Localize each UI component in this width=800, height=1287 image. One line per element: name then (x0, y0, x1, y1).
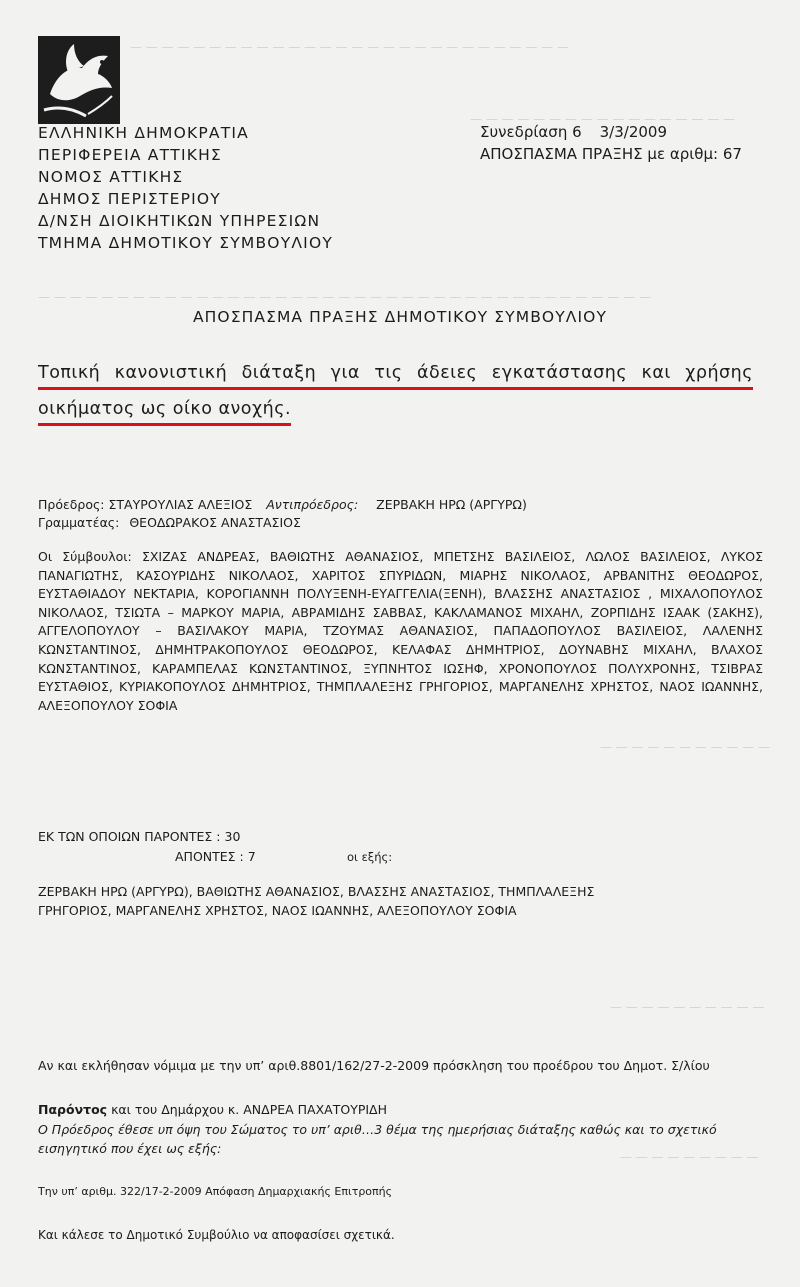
extract-label: ΑΠΟΣΠΑΣΜΑ ΠΡΑΞΗΣ με αριθμ: (480, 145, 719, 163)
members-paragraph (38, 548, 763, 715)
session-label: Συνεδρίαση 6 (480, 123, 582, 141)
as-follows-label: οι εξής: (347, 850, 393, 864)
header-line: ΠΕΡΙΦΕΡΕΙΑ ΑΤΤΙΚΗΣ (38, 146, 222, 164)
dove-icon (38, 36, 120, 124)
present-label: ΕΚ ΤΩΝ ΟΠΟΙΩΝ ΠΑΡΟΝΤΕΣ : (38, 829, 221, 844)
absent-names: ΖΕΡΒΑΚΗ ΗΡΩ (ΑΡΓΥΡΩ), ΒΑΘΙΩΤΗΣ ΑΘΑΝΑΣΙΟΣ, ΒΛΑΣΣΗΣ ΑΝΑΣΤΑΣΙΟΣ, ΤΗΜΠΛΑΛΕΞΗΣ ΓΡΗΓΟΡΙΟΣ, ΜΑΡΓΑΝΕΛΗΣ ΧΡΗΣΤΟΣ, ΝΑΟΣ ΙΩΑΝΝΗΣ, ΑΛΕΞΟΠΟΥΛΟΥ ΣΟΦΙΑ (38, 884, 595, 918)
secretary-row (38, 515, 301, 530)
session-info (480, 121, 742, 165)
absent-row (175, 849, 256, 864)
present-row (38, 829, 240, 844)
topic-text: Ο Πρόεδρος έθεσε υπ όψη του Σώματος το υπ’ αριθ…3 θέμα της ημερήσιας διάταξης καθώς και το σχετικό εισηγητικό που έχει ως εξής: (38, 1122, 717, 1156)
header-line: Δ/ΝΣΗ ΔΙΟΙΚΗΤΙΚΩΝ ΥΠΗΡΕΣΙΩΝ (38, 212, 321, 230)
present-count: 30 (224, 829, 241, 844)
extract-number: 67 (722, 145, 742, 163)
issuer-header (38, 122, 333, 254)
secretary-label: Γραμματέας: (38, 515, 120, 530)
absent-count: 7 (247, 849, 256, 864)
header-line: ΝΟΜΟΣ ΑΤΤΙΚΗΣ (38, 168, 184, 186)
header-line: ΤΜΗΜΑ ΔΗΜΟΤΙΚΟΥ ΣΥΜΒΟΥΛΙΟΥ (38, 234, 334, 252)
secretary-name: ΘΕΟΔΩΡΑΚΟΣ ΑΝΑΣΤΑΣΙΟΣ (129, 515, 301, 530)
absent-label: ΑΠΟΝΤΕΣ : (175, 849, 244, 864)
mayor-bold: Παρόντος (38, 1102, 108, 1117)
members-list: ΣΧΙΖΑΣ ΑΝΔΡΕΑΣ, ΒΑΘΙΩΤΗΣ ΑΘΑΝΑΣΙΟΣ, ΜΠΕΤΣΗΣ ΒΑΣΙΛΕΙΟΣ, ΛΩΛΟΣ ΒΑΣΙΛΕΙΟΣ, ΛΥΚΟΣ ΠΑΝΑΓΙΩΤΗΣ, ΚΑΣΟΥΡΙΔΗΣ ΝΙΚΟΛΑΟΣ, ΧΑΡΙΤΟΣ ΣΠΥΡΙΔΩΝ, ΜΙΑΡΗΣ ΝΙΚΟΛΑΟΣ, ΑΡΒΑΝΙΤΗΣ ΘΕΟΔΩΡΟΣ, ΕΥΣΤΑΘΙΑΔΟΥ ΝΕΚΤΑΡΙΑ, ΚΟΡΟΓΙΑΝΝΗ ΠΟΛΥΞΕΝΗ-ΕΥΑΓΓΕΛΙΑ(ΞΕΝΗ), ΒΛΑΣΣΗΣ ΑΝΑΣΤΑΣΙΟΣ , ΜΙΧΑΛΟΠΟΥΛΟΣ ΝΙΚΟΛΑΟΣ, ΤΣΙΩΤΑ – ΜΑΡΚΟΥ ΜΑΡΙΑ, ΑΒΡΑΜΙΔΗΣ ΣΑΒΒΑΣ, ΚΑΚΛΑΜΑΝΟΣ ΜΙΧΑΗΛ, ΖΟΡΠΙΔΗΣ ΙΣΑΑΚ (ΣΑΚΗΣ), ΑΓΓΕΛΟΠΟΥΛΟΥ – ΒΑΣΙΛΑΚΟΥ ΜΑΡΙΑ, ΤΖΟΥΜΑΣ ΑΘΑΝΑΣΙΟΣ, ΠΑΠΑΔΟΠΟΥΛΟΣ ΒΑΣΙΛΕΙΟΣ, ΛΑΛΕΝΗΣ ΚΩΝΣΤΑΝΤΙΝΟΣ, ΔΗΜΗΤΡΑΚΟΠΟΥΛΟΣ ΘΕΟΔΩΡΟΣ, ΚΕΛΑΦΑΣ ΔΗΜΗΤΡΙΟΣ, ΔΟΥΝΑΒΗΣ ΜΙΧΑΗΛ, ΒΛΑΧΟΣ ΚΩΝΣΤΑΝΤΙΝΟΣ, ΚΑΡΑΜΠΕΛΑΣ ΚΩΝΣΤΑΝΤΙΝΟΣ, ΞΥΠΝΗΤΟΣ ΙΩΣΗΦ, ΧΡΟΝΟΠΟΥΛΟΣ ΠΟΛΥΧΡΟΝΗΣ, ΤΣΙΒΡΑΣ ΕΥΣΤΑΘΙΟΣ, ΚΥΡΙΑΚΟΠΟΥΛΟΣ ΔΗΜΗΤΡΙΟΣ, ΤΗΜΠΛΑΛΕΞΗΣ ΓΡΗΓΟΡΙΟΣ, ΜΑΡΓΑΝΕΛΗΣ ΧΡΗΣΤΟΣ, ΝΑΟΣ ΙΩΑΝΝΗΣ, ΑΛΕΞΟΠΟΥΛΟΥ ΣΟΦΙΑ (38, 549, 763, 713)
vice-label: Αντιπρόεδρος: (266, 497, 359, 512)
president-name: ΣΤΑΥΡΟΥΛΙΑΣ ΑΛΕΞΙΟΣ (108, 497, 253, 512)
invitation-text: Αν και εκλήθησαν νόμιμα με την υπ’ αριθ.8801/162/27-2-2009 πρόσκληση του προέδρου του Δημοτ. Σ/λίου (38, 1058, 710, 1073)
mayor-row (38, 1102, 387, 1117)
vice-name: ΖΕΡΒΑΚΗ ΗΡΩ (ΑΡΓΥΡΩ) (376, 497, 527, 512)
members-label: Οι Σύμβουλοι: (38, 549, 132, 564)
subject-line-1: Τοπική κανονιστική διάταξη για τις άδειες εγκατάστασης και χρήσης (38, 360, 753, 390)
decision-reference: Την υπ’ αριθμ. 322/17-2-2009 Απόφαση Δημαρχιακής Επιτροπής (38, 1185, 393, 1198)
president-label: Πρόεδρος: (38, 497, 105, 512)
subject-block (38, 360, 753, 426)
document-page: — — — — — — — — — — — — — — — — — — — — — — — — — — — — — — — — — — — — — — — — — — — — — — — — — — — — — — — — — — — — — — — — — — — — — — — — — — — — — — — — — — — — — — — — — — — — — — — — — — — — — — — — — — — — — — — — — — ΕΛΛΗΝΙΚΗ ΔΗΜΟΚΡΑΤΙΑ ΠΕΡΙΦΕΡΕΙΑ ΑΤΤΙΚΗΣ ΝΟΜΟΣ ΑΤΤΙΚΗΣ ΔΗΜΟΣ ΠΕΡΙΣΤΕΡΙΟΥ Δ/ΝΣΗ ΔΙΟΙΚΗΤΙΚΩΝ ΥΠΗΡΕΣΙΩΝ ΤΜΗΜΑ ΔΗΜΟΤΙΚΟΥ ΣΥΜΒΟΥΛΙΟΥ Συνεδρίαση 6 3/3/2009 ΑΠΟΣΠΑΣΜΑ ΠΡΑΞΗΣ με αριθμ: 67 ΑΠΟΣΠΑΣΜΑ ΠΡΑΞΗΣ ΔΗΜΟΤΙΚΟΥ ΣΥΜΒΟΥΛΙΟΥ Τοπική κανονιστική διάταξη για τις άδειες εγκατάστασης και χρήσης οικήματος ως οίκο ανοχής. Πρόεδρος: ΣΤΑΥΡΟΥΛΙΑΣ ΑΛΕΞΙΟΣ Αντιπρόεδρος: ΖΕΡΒΑΚΗ ΗΡΩ (ΑΡΓΥΡΩ) Γραμματέας: ΘΕΟΔΩΡΑΚΟΣ ΑΝΑΣΤΑΣΙΟΣ Οι Σύμβουλοι: ΣΧΙΖΑΣ ΑΝΔΡΕΑΣ, ΒΑΘΙΩΤΗΣ ΑΘΑΝΑΣΙΟΣ, ΜΠΕΤΣΗΣ ΒΑΣΙΛΕΙΟΣ, ΛΩΛΟΣ ΒΑΣΙΛΕΙΟΣ, ΛΥΚΟΣ ΠΑΝΑΓΙΩΤΗΣ, ΚΑΣΟΥΡΙΔΗΣ ΝΙΚΟΛΑΟΣ, ΧΑΡΙΤΟΣ ΣΠΥΡΙΔΩΝ, ΜΙΑΡΗΣ ΝΙΚΟΛΑΟΣ, ΑΡΒΑΝΙΤΗΣ ΘΕΟΔΩΡΟΣ, ΕΥΣΤΑΘΙΑΔΟΥ ΝΕΚΤΑΡΙΑ, ΚΟΡΟΓΙΑΝΝΗ ΠΟΛΥΞΕΝΗ-ΕΥΑΓΓΕΛΙΑ(ΞΕΝΗ), ΒΛΑΣΣΗΣ ΑΝΑΣΤΑΣΙΟΣ , ΜΙΧΑΛΟΠΟΥΛΟΣ ΝΙΚΟΛΑΟΣ, ΤΣΙΩΤΑ – ΜΑΡΚΟΥ ΜΑΡΙΑ, ΑΒΡΑΜΙΔΗΣ ΣΑΒΒΑΣ, ΚΑΚΛΑΜΑΝΟΣ ΜΙΧΑΗΛ, ΖΟΡΠΙΔΗΣ ΙΣΑΑΚ (ΣΑΚΗΣ), ΑΓΓΕΛΟΠΟΥΛΟΥ – ΒΑΣΙΛΑΚΟΥ ΜΑΡΙΑ, ΤΖΟΥΜΑΣ ΑΘΑΝΑΣΙΟΣ, ΠΑΠΑΔΟΠΟΥΛΟΣ ΒΑΣΙΛΕΙΟΣ, ΛΑΛΕΝΗΣ ΚΩΝΣΤΑΝΤΙΝΟΣ, ΔΗΜΗΤΡΑΚΟΠΟΥΛΟΣ ΘΕΟΔΩΡΟΣ, ΚΕΛΑΦΑΣ ΔΗΜΗΤΡΙΟΣ, ΔΟΥΝΑΒΗΣ ΜΙΧΑΗΛ, ΒΛΑΧΟΣ ΚΩΝΣΤΑΝΤΙΝΟΣ, ΚΑΡΑΜΠΕΛΑΣ ΚΩΝΣΤΑΝΤΙΝΟΣ, ΞΥΠΝΗΤΟΣ ΙΩΣΗΦ, ΧΡΟΝΟΠΟΥΛΟΣ ΠΟΛΥΧΡΟΝΗΣ, ΤΣΙΒΡΑΣ ΕΥΣΤΑΘΙΟΣ, ΚΥΡΙΑΚΟΠΟΥΛΟΣ ΔΗΜΗΤΡΙΟΣ, ΤΗΜΠΛΑΛΕΞΗΣ ΓΡΗΓΟΡΙΟΣ, ΜΑΡΓΑΝΕΛΗΣ ΧΡΗΣΤΟΣ, ΝΑΟΣ ΙΩΑΝΝΗΣ, ΑΛΕΞΟΠΟΥΛΟΥ ΣΟΦΙΑ ΕΚ ΤΩΝ ΟΠΟΙΩΝ ΠΑΡΟΝΤΕΣ : 30 ΑΠΟΝΤΕΣ : 7 οι εξής: ΖΕΡΒΑΚΗ ΗΡΩ (ΑΡΓΥΡΩ), ΒΑΘΙΩΤΗΣ ΑΘΑΝΑΣΙΟΣ, ΒΛΑΣΣΗΣ ΑΝΑΣΤΑΣΙΟΣ, ΤΗΜΠΛΑΛΕΞΗΣ ΓΡΗΓΟΡΙΟΣ, ΜΑΡΓΑΝΕΛΗΣ ΧΡΗΣΤΟΣ, ΝΑΟΣ ΙΩΑΝΝΗΣ, ΑΛΕΞΟΠΟΥΛΟΥ ΣΟΦΙΑ Αν και εκλήθησαν νόμιμα με την υπ’ αριθ.8801/162/27-2-2009 πρόσκληση του προέδρου του Δημοτ. Σ/λίου Παρόντος και του Δημάρχου κ. ΑΝΔΡΕΑ ΠΑΧΑΤΟΥΡΙΔΗ Ο Πρόεδρος έθεσε υπ όψη του Σώματος το υπ’ αριθ…3 θέμα της ημερήσιας διάταξης καθώς και το σχετικό εισηγητικό που έχει ως εξής: Την υπ’ αριθμ. 322/17-2-2009 Απόφαση Δημαρχιακής Επιτροπής Και κάλεσε το Δημοτικό Συμβούλιο να αποφασίσει σχετικά. (0, 0, 800, 1287)
officers-row (38, 497, 527, 512)
dove-emblem-logo (38, 36, 120, 124)
closing-call: Και κάλεσε το Δημοτικό Συμβούλιο να αποφασίσει σχετικά. (38, 1228, 395, 1242)
session-date: 3/3/2009 (599, 123, 668, 141)
header-line: ΕΛΛΗΝΙΚΗ ΔΗΜΟΚΡΑΤΙΑ (38, 124, 249, 142)
document-title: ΑΠΟΣΠΑΣΜΑ ΠΡΑΞΗΣ ΔΗΜΟΤΙΚΟΥ ΣΥΜΒΟΥΛΙΟΥ (192, 308, 608, 326)
mayor-text: και του Δημάρχου κ. ΑΝΔΡΕΑ ΠΑΧΑΤΟΥΡΙΔΗ (111, 1102, 388, 1117)
header-line: ΔΗΜΟΣ ΠΕΡΙΣΤΕΡΙΟΥ (38, 190, 221, 208)
subject-line-2: οικήματος ως οίκο ανοχής. (38, 396, 291, 426)
